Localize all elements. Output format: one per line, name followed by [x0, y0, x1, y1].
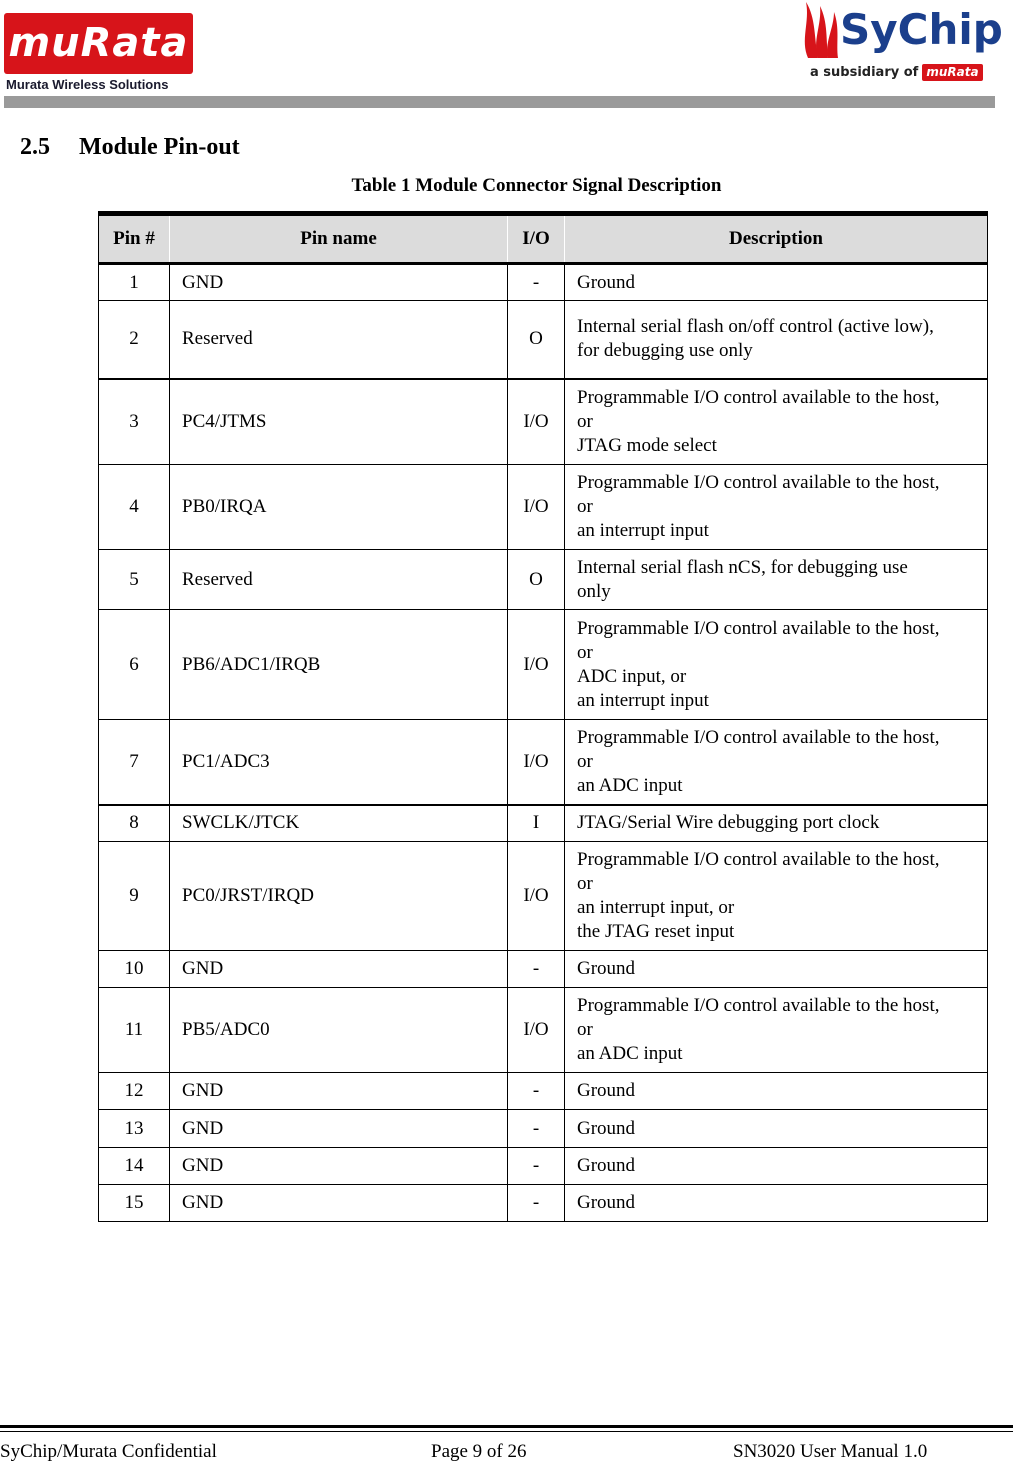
- pin-description-cell: [565, 951, 988, 988]
- footer-document-title: SN3020 User Manual 1.0: [733, 1441, 928, 1462]
- pin-name-cell: GND: [170, 951, 508, 988]
- description-line: Ground: [577, 1192, 636, 1213]
- pin-number-cell: 12: [99, 1073, 170, 1110]
- pin-name-cell: GND: [170, 1073, 508, 1110]
- table-row: [99, 951, 988, 988]
- pin-description-cell: [565, 1148, 988, 1185]
- section-number: 2.5: [20, 134, 50, 160]
- description-line: for debugging use only: [577, 340, 753, 362]
- murata-logo: [4, 13, 193, 93]
- pin-io-cell: I/O: [508, 988, 565, 1073]
- table-row: [99, 842, 988, 951]
- col-header-description: Description: [565, 214, 988, 264]
- pin-number-cell: 11: [99, 988, 170, 1073]
- pin-description-cell: [565, 720, 988, 805]
- header-rule: [4, 96, 995, 108]
- murata-logo-badge: [4, 13, 193, 74]
- description-line: an ADC input: [577, 1043, 683, 1064]
- description-line: or: [577, 1019, 593, 1040]
- pin-name-cell: PB5/ADC0: [170, 988, 508, 1073]
- pin-io-cell: I/O: [508, 842, 565, 951]
- murata-tagline: Murata Wireless Solutions: [6, 77, 169, 92]
- sychip-logo: [796, 0, 1008, 94]
- table-header-row: [99, 214, 988, 264]
- pin-number-cell: 2: [99, 301, 170, 379]
- pin-name-cell: PB6/ADC1/IRQB: [170, 610, 508, 720]
- pin-description-cell: [565, 805, 988, 842]
- pin-io-cell: -: [508, 264, 565, 301]
- pin-io-cell: I/O: [508, 720, 565, 805]
- sychip-subsidiary-text: a subsidiary of: [810, 65, 919, 80]
- description-line: Programmable I/O control available to the host,: [577, 386, 940, 408]
- pin-number-cell: 1: [99, 264, 170, 301]
- description-line: JTAG/Serial Wire debugging port clock: [577, 812, 880, 834]
- description-line: Ground: [577, 1155, 636, 1176]
- table-row: [99, 465, 988, 550]
- pin-description-cell: [565, 264, 988, 301]
- table-row: [99, 1110, 988, 1148]
- description-line: Internal serial flash nCS, for debugging use: [577, 556, 908, 578]
- pin-name-cell: GND: [170, 1148, 508, 1185]
- pin-number-cell: 8: [99, 805, 170, 842]
- table-row: [99, 301, 988, 379]
- footer-confidential: SyChip/Murata Confidential: [0, 1441, 217, 1462]
- pin-description-cell: [565, 1185, 988, 1222]
- pin-description-cell: [565, 988, 988, 1073]
- table-row: [99, 1073, 988, 1110]
- pin-io-cell: I: [508, 805, 565, 842]
- description-line: an interrupt input, or: [577, 897, 735, 918]
- sychip-wordmark: [840, 4, 1003, 56]
- murata-logo-text: muRata: [8, 20, 189, 66]
- pin-name-cell: GND: [170, 1185, 508, 1222]
- pin-io-cell: I/O: [508, 610, 565, 720]
- description-line: or: [577, 873, 593, 894]
- pin-name-cell: GND: [170, 1110, 508, 1148]
- description-line: Ground: [577, 1117, 636, 1139]
- col-header-pin: Pin #: [99, 214, 170, 264]
- table-row: [99, 1185, 988, 1222]
- pin-description-cell: [565, 379, 988, 465]
- section-title: [20, 134, 240, 161]
- description-line: the JTAG reset input: [577, 921, 735, 942]
- table-row: [99, 805, 988, 842]
- pin-number-cell: 3: [99, 379, 170, 465]
- pin-name-cell: Reserved: [170, 550, 508, 610]
- pin-io-cell: O: [508, 301, 565, 379]
- pin-name-cell: SWCLK/JTCK: [170, 805, 508, 842]
- pin-description-cell: [565, 842, 988, 951]
- description-line: an ADC input: [577, 774, 683, 796]
- pin-number-cell: 9: [99, 842, 170, 951]
- pin-name-cell: PC0/JRST/IRQD: [170, 842, 508, 951]
- pin-name-cell: Reserved: [170, 301, 508, 379]
- pin-number-cell: 13: [99, 1110, 170, 1148]
- sychip-wordmark-sy: Sy: [840, 5, 898, 54]
- footer-page-number: Page 9 of 26: [431, 1441, 527, 1462]
- description-line: or: [577, 410, 593, 432]
- description-line: Ground: [577, 958, 636, 979]
- col-header-pin-name: Pin name: [170, 214, 508, 264]
- pin-description-cell: [565, 550, 988, 610]
- pin-io-cell: -: [508, 951, 565, 988]
- description-line: or: [577, 496, 593, 517]
- pin-io-cell: -: [508, 1148, 565, 1185]
- pin-description-cell: [565, 610, 988, 720]
- pin-io-cell: O: [508, 550, 565, 610]
- pin-description-cell: [565, 1073, 988, 1110]
- pin-description-cell: [565, 1110, 988, 1148]
- sychip-subsidiary: [810, 64, 983, 81]
- pin-name-cell: PC1/ADC3: [170, 720, 508, 805]
- pin-io-cell: I/O: [508, 379, 565, 465]
- pin-name-cell: GND: [170, 264, 508, 301]
- table-row: [99, 988, 988, 1073]
- section-title-text: Module Pin-out: [79, 134, 240, 160]
- pin-io-cell: -: [508, 1185, 565, 1222]
- description-line: Programmable I/O control available to the host,: [577, 472, 940, 493]
- description-line: Programmable I/O control available to the host,: [577, 849, 940, 870]
- description-line: Internal serial flash on/off control (active low),: [577, 316, 934, 338]
- description-line: Programmable I/O control available to the host,: [577, 995, 940, 1016]
- sychip-subsidiary-brand: muRata: [922, 64, 982, 81]
- description-line: or: [577, 641, 593, 663]
- table-row: [99, 610, 988, 720]
- pin-number-cell: 4: [99, 465, 170, 550]
- description-line: ADC input, or: [577, 665, 687, 687]
- pin-io-cell: -: [508, 1110, 565, 1148]
- pin-number-cell: 7: [99, 720, 170, 805]
- pin-number-cell: 10: [99, 951, 170, 988]
- description-line: Programmable I/O control available to the host,: [577, 726, 940, 748]
- pin-number-cell: 5: [99, 550, 170, 610]
- table-body: [99, 264, 988, 1222]
- description-line: JTAG mode select: [577, 434, 717, 456]
- table-row: [99, 264, 988, 301]
- footer-rule: [0, 1425, 1013, 1428]
- sychip-flame-icon: [796, 0, 846, 62]
- pin-description-cell: [565, 465, 988, 550]
- footer-rule-thin: [0, 1431, 1013, 1432]
- table-row: [99, 379, 988, 465]
- table-row: [99, 1148, 988, 1185]
- pin-io-cell: -: [508, 1073, 565, 1110]
- pin-number-cell: 15: [99, 1185, 170, 1222]
- pin-name-cell: PC4/JTMS: [170, 379, 508, 465]
- col-header-io: I/O: [508, 214, 565, 264]
- pin-description-cell: [565, 301, 988, 379]
- description-line: Programmable I/O control available to the host,: [577, 617, 940, 639]
- description-line: only: [577, 580, 611, 602]
- table-row: [99, 550, 988, 610]
- description-line: or: [577, 750, 593, 772]
- pin-name-cell: PB0/IRQA: [170, 465, 508, 550]
- pin-table: [98, 211, 988, 1222]
- description-line: an interrupt input: [577, 689, 709, 711]
- table-caption: Table 1 Module Connector Signal Description: [351, 175, 722, 196]
- table-row: [99, 720, 988, 805]
- sychip-wordmark-chip: Chip: [897, 5, 1003, 54]
- pin-io-cell: I/O: [508, 465, 565, 550]
- pin-number-cell: 6: [99, 610, 170, 720]
- pin-number-cell: 14: [99, 1148, 170, 1185]
- description-line: Ground: [577, 271, 636, 293]
- description-line: an interrupt input: [577, 520, 709, 541]
- description-line: Ground: [577, 1080, 636, 1101]
